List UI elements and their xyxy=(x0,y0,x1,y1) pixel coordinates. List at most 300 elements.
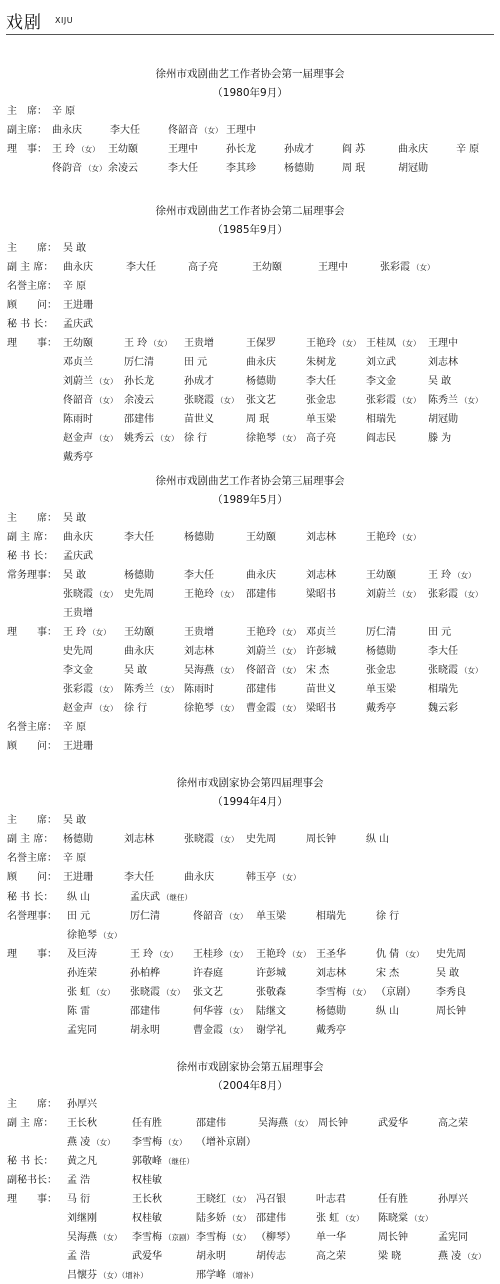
member-name: 陈 雷 xyxy=(67,1006,91,1017)
member-name: 李大任 xyxy=(124,872,154,883)
member-note: （女） xyxy=(216,590,239,599)
member-name: 张彩霞 （女） xyxy=(63,684,118,695)
member-name: 邵建伟 xyxy=(256,1213,286,1224)
member-note: （女） xyxy=(164,1138,187,1147)
member-name: 梁 晓 xyxy=(378,1251,402,1262)
member-name: 王贵增 xyxy=(63,608,93,619)
member-name: 张晓霞 （女） xyxy=(130,987,185,998)
member-name: 单玉梁 xyxy=(366,684,396,695)
member-name: 吴 敢 xyxy=(63,570,87,581)
member-name: 杨德勋 xyxy=(184,532,214,543)
member-row xyxy=(0,663,500,679)
member-name: 邓贞兰 xyxy=(306,627,336,638)
member-note: （女） xyxy=(95,377,118,386)
member-note: （女） xyxy=(155,950,178,959)
member-name: 李大任 xyxy=(126,262,156,273)
member-note: （女） xyxy=(225,1007,248,1016)
member-name: 佟韶音 （女） xyxy=(246,665,301,676)
role-label: 主 席： xyxy=(7,1099,57,1110)
member-name: （柳琴） xyxy=(256,1232,296,1243)
member-name: 周长钟 xyxy=(378,1232,408,1243)
member-name: 佟韵音 （女） xyxy=(52,163,107,174)
member-row xyxy=(0,123,500,139)
council-date: （1985年9月） xyxy=(212,224,288,236)
member-name: 周长钟 xyxy=(306,834,336,845)
member-note: （女） xyxy=(278,647,301,656)
member-name: 辛 原 xyxy=(456,144,480,155)
member-name: 曲永庆 xyxy=(52,125,82,136)
member-name: 孟宪同 xyxy=(438,1232,468,1243)
member-name: 单玉梁 xyxy=(306,414,336,425)
council-date: （1980年9月） xyxy=(212,87,288,99)
member-name: 周长钟 xyxy=(436,1006,466,1017)
member-row xyxy=(0,1023,500,1039)
member-note: （女） xyxy=(95,590,118,599)
member-name: 孟庆武 xyxy=(63,551,93,562)
member-name: 王贵增 xyxy=(184,338,214,349)
member-name: 纵 山 xyxy=(376,1006,400,1017)
member-name: 赵金声 （女） xyxy=(63,703,118,714)
member-row xyxy=(0,336,500,352)
member-note: （女） xyxy=(95,704,118,713)
member-row xyxy=(0,606,500,622)
member-note: （女） xyxy=(398,396,421,405)
member-name: 许彭城 xyxy=(306,646,336,657)
member-name: 曲永庆 xyxy=(63,532,93,543)
member-row xyxy=(0,813,500,829)
member-row xyxy=(0,739,500,755)
council-title: 徐州市戏剧曲艺工作者协会第一届理事会 xyxy=(155,68,345,80)
member-name: 徐 行 xyxy=(376,911,400,922)
member-name: 梁昭书 xyxy=(306,589,336,600)
member-note: （女） xyxy=(288,950,311,959)
council-title: 徐州市戏剧曲艺工作者协会第三届理事会 xyxy=(155,475,345,487)
member-name: 李大任 xyxy=(184,570,214,581)
member-row xyxy=(0,530,500,546)
member-name: 刘蔚兰 （女） xyxy=(63,376,118,387)
member-note: （女） xyxy=(225,950,248,959)
member-name: 相瑞先 xyxy=(428,684,458,695)
council-date: （2004年8月） xyxy=(212,1080,288,1092)
member-name: 单一华 xyxy=(316,1232,346,1243)
member-name: 吴 敢 xyxy=(436,968,460,979)
member-name: 徐 行 xyxy=(184,433,208,444)
member-note: （女） xyxy=(225,1026,248,1035)
member-name: 张晓霞 （女） xyxy=(63,589,118,600)
member-name: 高之荣 xyxy=(438,1118,468,1129)
role-label: 副秘书长： xyxy=(7,1175,57,1186)
member-name: 史先周 xyxy=(124,589,154,600)
member-row xyxy=(0,431,500,447)
member-name: 李秀良 xyxy=(436,987,466,998)
page-title: 戏剧 xyxy=(6,13,42,33)
member-name: 燕 凌 （女） xyxy=(438,1251,486,1262)
member-note: （继任） xyxy=(162,893,192,902)
member-name: 王长秋 xyxy=(67,1118,97,1129)
member-name: 黄之凡 xyxy=(67,1156,97,1167)
member-note: （女） xyxy=(278,628,301,637)
member-row xyxy=(0,241,500,257)
member-name: 陆继文 xyxy=(256,1006,286,1017)
member-name: 王艳玲 （女） xyxy=(366,532,421,543)
member-name: 仇 倩 （女） xyxy=(376,949,424,960)
member-name: 张文艺 xyxy=(193,987,223,998)
role-label: 名誉理事： xyxy=(7,911,57,922)
member-note: （女） xyxy=(92,1138,115,1147)
member-name: 王长秋 xyxy=(132,1194,162,1205)
member-name: 张文艺 xyxy=(246,395,276,406)
member-note: （女） xyxy=(398,339,421,348)
role-label: 副 主 席： xyxy=(7,262,54,273)
member-row xyxy=(0,966,500,982)
member-name: 李雪梅 （女） xyxy=(132,1137,187,1148)
member-name: 厉仁清 xyxy=(130,911,160,922)
member-name: 任有胜 xyxy=(378,1194,408,1205)
member-name: 辛 原 xyxy=(63,722,87,733)
member-row xyxy=(0,393,500,409)
member-note: （女） xyxy=(453,571,476,580)
member-note: （女） xyxy=(216,835,239,844)
member-name: 吴 敢 xyxy=(63,513,87,524)
member-name: 燕 凌 （女） xyxy=(67,1137,115,1148)
member-name: 邵建伟 xyxy=(130,1006,160,1017)
member-row xyxy=(0,870,500,886)
member-note: （女） xyxy=(216,666,239,675)
member-name: 田 元 xyxy=(184,357,208,368)
member-row xyxy=(0,260,500,276)
member-row xyxy=(0,851,500,867)
member-name: 邵建伟 xyxy=(246,589,276,600)
member-note: （女） xyxy=(410,1214,433,1223)
member-name: 佟韶音 （女） xyxy=(193,911,248,922)
member-name: 戴秀亭 xyxy=(63,452,93,463)
member-note: （女） xyxy=(77,145,100,154)
member-note: （女） xyxy=(412,263,435,272)
member-note: （女） xyxy=(463,1252,486,1261)
member-name: 吴 敢 xyxy=(428,376,452,387)
role-label: 秘 书 长： xyxy=(7,551,54,562)
member-name: 戴秀亭 xyxy=(366,703,396,714)
member-name: 张金忠 xyxy=(366,665,396,676)
member-name: 李其珍 xyxy=(226,163,256,174)
member-name: 陈晓棠 （女） xyxy=(378,1213,433,1224)
member-name: 胡永明 xyxy=(196,1251,226,1262)
member-row xyxy=(0,374,500,390)
member-name: 张彩霞 （女） xyxy=(380,262,435,273)
member-name: 宋 杰 xyxy=(306,665,330,676)
member-note: （女） xyxy=(216,396,239,405)
member-name: 许春庭 xyxy=(193,968,223,979)
member-name: 吴 敢 xyxy=(63,243,87,254)
role-label: 名誉主席： xyxy=(7,853,57,864)
member-name: 魏云彩 xyxy=(428,703,458,714)
council-title: 徐州市戏剧家协会第四届理事会 xyxy=(176,777,324,789)
member-name: 单玉梁 xyxy=(256,911,286,922)
member-name: 邓贞兰 xyxy=(63,357,93,368)
member-name: 李雪梅 （女） xyxy=(316,987,371,998)
member-name: 史先周 xyxy=(436,949,466,960)
member-name: 吕懐芬 （女）（增补） xyxy=(67,1270,148,1281)
member-name: 刘志林 xyxy=(124,834,154,845)
member-name: 王幼颐 xyxy=(246,532,276,543)
member-name: 王圣华 xyxy=(316,949,346,960)
member-note: （女） xyxy=(228,1214,251,1223)
member-name: 王进珊 xyxy=(63,741,93,752)
member-name: 高子亮 xyxy=(188,262,218,273)
member-name: 厉仁清 xyxy=(124,357,154,368)
role-label: 名誉主席： xyxy=(7,281,57,292)
role-label: 理 事： xyxy=(7,627,57,638)
member-name: 厉仁清 xyxy=(366,627,396,638)
member-row xyxy=(0,701,500,717)
member-name: 孟庆武 （继任） xyxy=(130,892,192,903)
member-name: （增补京剧） xyxy=(196,1137,256,1148)
member-name: 王幼颐 xyxy=(108,144,138,155)
member-name: 刘志林 xyxy=(184,646,214,657)
role-label: 主 席： xyxy=(7,815,57,826)
member-row xyxy=(0,1211,500,1227)
member-name: 王贵增 xyxy=(184,627,214,638)
member-name: 王 玲 （女） xyxy=(130,949,178,960)
member-name: 高之荣 xyxy=(316,1251,346,1262)
member-name: 孙长龙 xyxy=(226,144,256,155)
member-name: 佟韶音 （女） xyxy=(168,125,223,136)
role-label: 副主席： xyxy=(7,125,47,136)
member-row xyxy=(0,1230,500,1246)
member-row xyxy=(0,1097,500,1113)
member-name: 吴 敢 xyxy=(63,815,87,826)
member-name: 张金忠 xyxy=(306,395,336,406)
member-row xyxy=(0,947,500,963)
member-name: 陈秀兰 （女） xyxy=(124,684,179,695)
member-name: 杨德勋 xyxy=(124,570,154,581)
member-name: 刘志林 xyxy=(316,968,346,979)
member-name: 孙连荣 xyxy=(67,968,97,979)
member-note: （女） xyxy=(99,1233,122,1242)
member-name: 武爱华 xyxy=(378,1118,408,1129)
member-name: 王理中 xyxy=(168,144,198,155)
member-name: 史先周 xyxy=(246,834,276,845)
member-note: （女） xyxy=(95,685,118,694)
member-row xyxy=(0,549,500,565)
member-name: 张晓霞 （女） xyxy=(184,395,239,406)
member-name: 王艳玲 （女） xyxy=(246,627,301,638)
council-date: （1994年4月） xyxy=(212,796,288,808)
member-name: 邵建伟 xyxy=(196,1118,226,1129)
member-name: 徐艳琴 （女） xyxy=(246,433,301,444)
member-row xyxy=(0,625,500,641)
member-note: （增补） xyxy=(228,1271,258,1280)
page-header xyxy=(6,8,494,35)
member-name: 叶志君 xyxy=(316,1194,346,1205)
role-label: 顾 问： xyxy=(7,741,57,752)
member-note: （女） xyxy=(341,1214,364,1223)
member-note: （女） xyxy=(149,339,172,348)
member-name: 杨德勋 xyxy=(284,163,314,174)
member-name: 田 元 xyxy=(67,911,91,922)
member-name: 纵 山 xyxy=(67,892,91,903)
member-name: 陈秀兰 （女） xyxy=(428,395,483,406)
member-name: 李雪梅 （女） xyxy=(196,1232,251,1243)
role-label: 主 席： xyxy=(7,243,57,254)
member-note: （女） xyxy=(278,704,301,713)
member-name: 王晓红 （女） xyxy=(196,1194,251,1205)
member-name: 李大任 xyxy=(110,125,140,136)
member-name: 王 玲 （女） xyxy=(428,570,476,581)
member-name: 王桂凤 （女） xyxy=(366,338,421,349)
role-label: 秘 书 长： xyxy=(7,892,54,903)
member-row xyxy=(0,909,500,925)
member-note: （女） xyxy=(95,434,118,443)
member-name: 孟 浩 xyxy=(67,1251,91,1262)
member-note: （女）（增补） xyxy=(99,1271,148,1280)
member-row xyxy=(0,511,500,527)
member-name: 王幼颐 xyxy=(63,338,93,349)
member-name: 刘志林 xyxy=(306,570,336,581)
member-name: 吴海燕 （女） xyxy=(184,665,239,676)
member-name: 纵 山 xyxy=(366,834,390,845)
member-name: 刘立武 xyxy=(366,357,396,368)
member-note: （女） xyxy=(278,873,301,882)
role-label: 副 主 席： xyxy=(7,1118,54,1129)
member-note: （女） xyxy=(348,988,371,997)
member-name: 孟宪同 xyxy=(67,1025,97,1036)
member-note: （女） xyxy=(88,628,111,637)
member-name: 王幼颐 xyxy=(124,627,154,638)
role-label: 秘 书 长： xyxy=(7,1156,54,1167)
member-name: 王桂珍 （女） xyxy=(193,949,248,960)
member-name: 李大任 xyxy=(168,163,198,174)
member-name: 李雪梅 （京剧） xyxy=(132,1232,194,1243)
member-note: （女） xyxy=(162,988,185,997)
member-name: 李文金 xyxy=(366,376,396,387)
member-name: 权桂敏 xyxy=(132,1213,162,1224)
member-name: 吴海燕 （女） xyxy=(258,1118,313,1129)
member-name: 张敬森 xyxy=(256,987,286,998)
member-name: 刘志林 xyxy=(306,532,336,543)
role-label: 名誉主席： xyxy=(7,722,57,733)
member-name: 辛 原 xyxy=(52,106,76,117)
member-name: 辛 原 xyxy=(63,281,87,292)
member-name: 曲永庆 xyxy=(398,144,428,155)
role-label: 理 事： xyxy=(7,949,57,960)
member-name: 相瑞先 xyxy=(316,911,346,922)
member-note: （女） xyxy=(278,666,301,675)
member-row xyxy=(0,720,500,736)
member-name: 姚秀云 （女） xyxy=(124,433,179,444)
member-name: 杨德勋 xyxy=(246,376,276,387)
member-name: 杨德勋 xyxy=(63,834,93,845)
member-name: 孙成才 xyxy=(184,376,214,387)
member-name: 徐 行 xyxy=(124,703,148,714)
member-name: 徐艳琴 （女） xyxy=(67,930,122,941)
member-name: 胡传志 xyxy=(256,1251,286,1262)
member-name: 邢学峰 （增补） xyxy=(196,1270,258,1281)
member-row xyxy=(0,587,500,603)
member-note: （女） xyxy=(225,912,248,921)
member-name: 李大任 xyxy=(124,532,154,543)
role-label: 秘 书 长： xyxy=(7,319,54,330)
council-title: 徐州市戏剧曲艺工作者协会第二届理事会 xyxy=(155,205,345,217)
member-name: 史先周 xyxy=(63,646,93,657)
council-date: （1989年5月） xyxy=(212,494,288,506)
member-name: 相瑞先 xyxy=(366,414,396,425)
member-row xyxy=(0,279,500,295)
member-name: 邵建伟 xyxy=(246,684,276,695)
member-name: 张晓霞 （女） xyxy=(428,665,483,676)
member-name: 徐艳琴 （女） xyxy=(184,703,239,714)
member-name: 王理中 xyxy=(226,125,256,136)
member-name: 孙厚兴 xyxy=(438,1194,468,1205)
member-row xyxy=(0,1154,500,1170)
council-title: 徐州市戏剧家协会第五届理事会 xyxy=(176,1061,324,1073)
member-note: （女） xyxy=(460,590,483,599)
member-name: 张 虹 （女） xyxy=(316,1213,364,1224)
member-name: 张彩霞 （女） xyxy=(428,589,483,600)
member-note: （女） xyxy=(84,164,107,173)
member-note: （女） xyxy=(398,590,421,599)
member-name: 周 珉 xyxy=(342,163,366,174)
member-note: （女） xyxy=(200,126,223,135)
member-row xyxy=(0,644,500,660)
member-name: 郭敬峰 （继任） xyxy=(132,1156,194,1167)
member-name: 王 玲 （女） xyxy=(52,144,100,155)
member-row xyxy=(0,1004,500,1020)
member-name: 刘蔚兰 （女） xyxy=(366,589,421,600)
role-label: 理 事： xyxy=(7,144,47,155)
member-row xyxy=(0,355,500,371)
member-note: （女） xyxy=(228,1195,251,1204)
member-row xyxy=(0,317,500,333)
role-label: 常务理事： xyxy=(7,570,57,581)
member-note: （女） xyxy=(156,685,179,694)
member-name: 曹金霞 （女） xyxy=(246,703,301,714)
member-name: 周 珉 xyxy=(246,414,270,425)
role-label: 理 事： xyxy=(7,1194,57,1205)
member-note: （女） xyxy=(216,704,239,713)
member-note: （女） xyxy=(398,533,421,542)
member-row xyxy=(0,890,500,906)
member-name: 陆多娇 （女） xyxy=(196,1213,251,1224)
member-note: （女） xyxy=(95,396,118,405)
member-name: 张 虹 （女） xyxy=(67,987,115,998)
member-note: （女） xyxy=(99,931,122,940)
member-name: 权桂敏 xyxy=(132,1175,162,1186)
member-note: （继任） xyxy=(164,1157,194,1166)
member-name: 高子亮 xyxy=(306,433,336,444)
member-name: 张晓霞 （女） xyxy=(184,834,239,845)
member-name: 王幼颐 xyxy=(366,570,396,581)
member-name: 阎 苏 xyxy=(342,144,366,155)
member-row xyxy=(0,832,500,848)
member-name: 曲永庆 xyxy=(246,357,276,368)
member-name: 王理中 xyxy=(318,262,348,273)
member-name: 王 玲 （女） xyxy=(124,338,172,349)
member-name: 胡永明 xyxy=(130,1025,160,1036)
member-name: 曲永庆 xyxy=(124,646,154,657)
member-name: 杨德勋 xyxy=(366,646,396,657)
member-name: 赵金声 （女） xyxy=(63,433,118,444)
member-name: 曲永庆 xyxy=(246,570,276,581)
member-name: 苗世义 xyxy=(306,684,336,695)
member-name: 王进珊 xyxy=(63,872,93,883)
member-name: 吴 敢 xyxy=(124,665,148,676)
member-row xyxy=(0,1249,500,1265)
page-subtitle: XIJU xyxy=(55,16,74,25)
member-note: （女） xyxy=(92,988,115,997)
member-row xyxy=(0,142,500,158)
member-row xyxy=(0,1268,500,1284)
